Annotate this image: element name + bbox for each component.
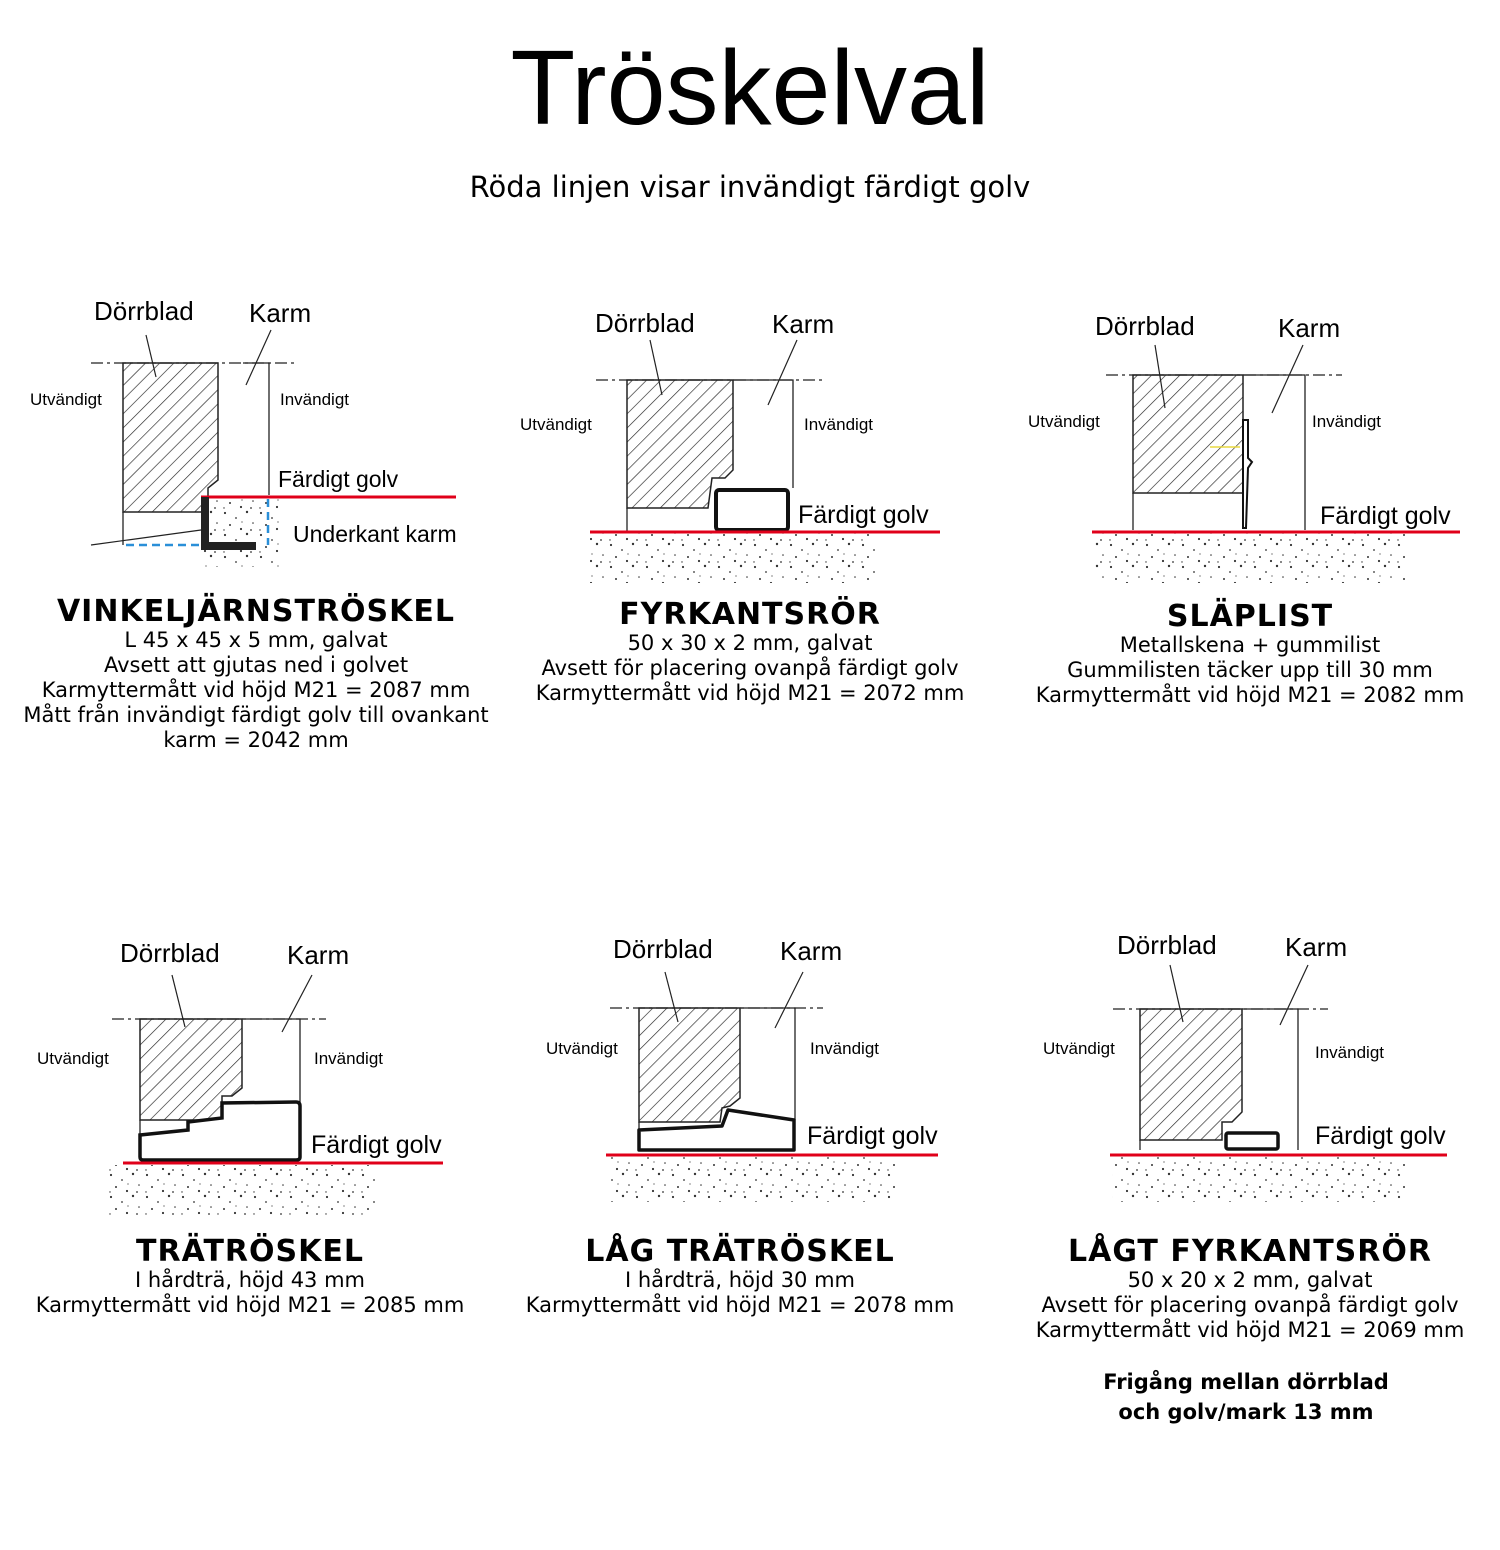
diagram-lagt-fyrkantsror [1000,930,1500,1230]
label-fardigt-golv: Färdigt golv [1320,502,1451,530]
panel-slaplist [1000,300,1500,920]
spec-line: Karmyttermått vid höjd M21 = 2072 mm [535,681,965,705]
spec-line: I hårdträ, höjd 30 mm [624,1268,856,1292]
spec-line: I hårdträ, höjd 43 mm [134,1268,366,1292]
square-tube [716,490,788,530]
diagram-vinkeljarn [6,290,506,590]
spec-line: Karmyttermått vid höjd M21 = 2078 mm [525,1293,955,1317]
spec-line: Gummilisten täcker upp till 30 mm [1067,658,1433,682]
threshold-name: VINKELJÄRNSTRÖSKEL [56,594,456,629]
square-tube [1226,1133,1278,1149]
label-invandigt: Invändigt [810,1039,879,1058]
door-leaf [639,1008,740,1122]
threshold-name: LÅGT FYRKANTSRÖR [1067,1234,1432,1269]
door-leaf [123,363,218,512]
label-invandigt: Invändigt [1312,412,1381,431]
panel-info [1000,600,1500,708]
spec-line: Karmyttermått vid höjd M21 = 2087 mm [41,678,471,702]
label-utvandigt: Utvändigt [520,415,592,434]
label-karm: Karm [780,936,843,966]
label-karm: Karm [1278,313,1341,343]
label-karm: Karm [772,309,835,339]
spec-line: Metallskena + gummilist [1119,633,1381,657]
label-dorrblad: Dörrblad [120,938,220,968]
panel-fyrkantsror [500,300,1000,920]
label-invandigt: Invändigt [280,390,349,409]
panel-lag-tratroskel [490,930,990,1550]
diagram-fyrkantsror [500,300,1000,600]
spec-line: 50 x 30 x 2 mm, galvat [627,631,873,655]
diagram-lag-tratroskel [490,930,990,1230]
label-invandigt: Invändigt [314,1049,383,1068]
label-karm: Karm [1285,932,1348,962]
label-utvandigt: Utvändigt [37,1049,109,1068]
threshold-name: TRÄTRÖSKEL [136,1234,364,1269]
label-invandigt: Invändigt [1315,1043,1384,1062]
spec-line: karm = 2042 mm [163,728,349,752]
label-fardigt-golv: Färdigt golv [311,1131,442,1159]
frame [1243,375,1305,530]
panel-info [500,598,1000,706]
spec-line: Karmyttermått vid höjd M21 = 2082 mm [1035,683,1465,707]
label-underkant-karm: Underkant karm [293,521,457,547]
panel-tratroskel [0,930,500,1550]
spec-line: Karmyttermått vid höjd M21 = 2085 mm [35,1293,465,1317]
frame [740,1008,795,1120]
label-dorrblad: Dörrblad [595,308,695,338]
page-title: Tröskelval [510,29,990,147]
spec-line: Avsett att gjutas ned i golvet [103,653,409,677]
panel-vinkeljarnstroskel [6,290,506,910]
label-dorrblad: Dörrblad [1117,930,1217,960]
label-utvandigt: Utvändigt [30,390,102,409]
note-line: och golv/mark 13 mm [1118,1400,1374,1424]
frame [733,380,793,488]
note-line: Frigång mellan dörrblad [1103,1370,1389,1394]
label-karm: Karm [287,940,350,970]
label-fardigt-golv: Färdigt golv [278,466,399,492]
diagram-tratroskel [0,930,500,1230]
panel-info [1000,1235,1500,1343]
label-fardigt-golv: Färdigt golv [798,501,929,529]
spec-line: L 45 x 45 x 5 mm, galvat [124,628,388,652]
label-dorrblad: Dörrblad [94,296,194,326]
clearance-note [996,1367,1496,1427]
frame [1242,1009,1298,1150]
label-dorrblad: Dörrblad [613,934,713,964]
spec-line: Karmyttermått vid höjd M21 = 2069 mm [1035,1318,1465,1342]
drop-seal [1243,420,1252,528]
panel-info [0,1235,500,1318]
diagram-slaplist [1000,300,1500,600]
panel-info [6,595,506,753]
threshold-name: SLÄPLIST [1166,599,1334,634]
label-utvandigt: Utvändigt [1043,1039,1115,1058]
panel-info [490,1235,990,1318]
spec-line: Avsett för placering ovanpå färdigt golv [541,656,959,680]
threshold-name: LÅG TRÄTRÖSKEL [585,1234,895,1269]
label-utvandigt: Utvändigt [1028,412,1100,431]
spec-line: Avsett för placering ovanpå färdigt golv [1041,1293,1459,1317]
label-dorrblad: Dörrblad [1095,311,1195,341]
label-utvandigt: Utvändigt [546,1039,618,1058]
door-leaf [1133,375,1243,493]
spec-line: Mått från invändigt färdigt golv till ovankant [23,703,489,727]
spec-line: 50 x 20 x 2 mm, galvat [1127,1268,1373,1292]
frame [242,1019,300,1102]
label-fardigt-golv: Färdigt golv [1315,1122,1446,1150]
door-leaf [1140,1009,1242,1140]
threshold-name: FYRKANTSRÖR [619,597,881,632]
label-invandigt: Invändigt [804,415,873,434]
label-fardigt-golv: Färdigt golv [807,1122,938,1150]
page-subtitle: Röda linjen visar invändigt färdigt golv [469,170,1031,204]
label-karm: Karm [249,298,312,328]
panel-lagt-fyrkantsror [1000,930,1500,1550]
